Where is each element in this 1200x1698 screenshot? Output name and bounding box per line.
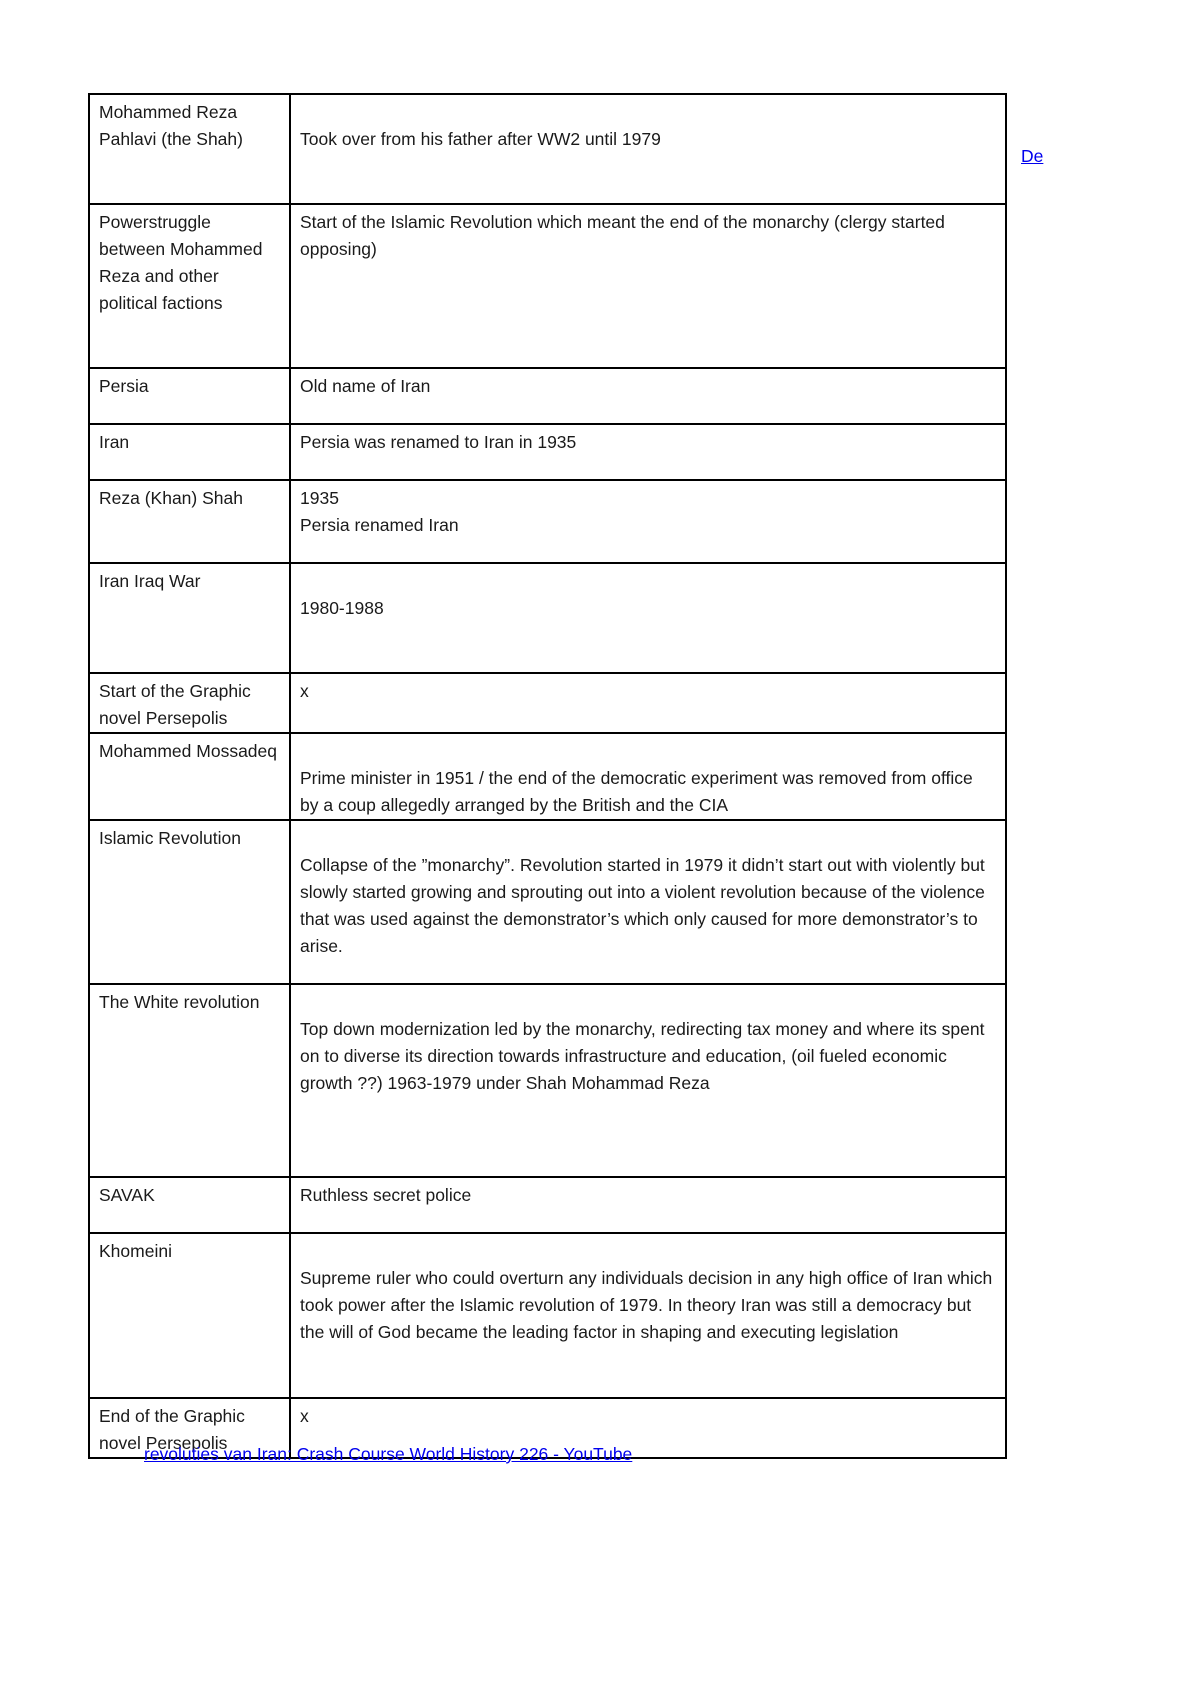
table-row (89, 1177, 1006, 1233)
term-cell: The White revolution (89, 984, 290, 1177)
description-cell (290, 984, 1006, 1177)
table-row (89, 984, 1006, 1177)
description-text: Took over from his father after WW2 until 1979 (300, 129, 661, 149)
table-row (89, 368, 1006, 424)
term-cell: End of the Graphic novel Persepolis (89, 1398, 290, 1458)
description-text: Prime minister in 1951 / the end of the democratic experiment was removed from office by a coup allegedly arranged by the British and the CIA (300, 768, 973, 815)
description-cell (290, 1233, 1006, 1398)
description-cell: Persia was renamed to Iran in 1935 (290, 424, 1006, 480)
term-cell: Khomeini (89, 1233, 290, 1398)
description-cell (290, 94, 1006, 204)
table-row (89, 563, 1006, 673)
term-cell: Mohammed Reza Pahlavi (the Shah) (89, 94, 290, 204)
table-row (89, 94, 1006, 204)
crash-course-youtube-link[interactable]: revoluties van Iran: Crash Course World History 226 - YouTube (144, 1444, 633, 1464)
table-row (89, 424, 1006, 480)
term-cell: Iran (89, 424, 290, 480)
term-cell: Powerstruggle between Mohammed Reza and other political factions (89, 204, 290, 368)
table-row (89, 480, 1006, 563)
description-cell (290, 820, 1006, 984)
description-text: Collapse of the ”monarchy”. Revolution started in 1979 it didn’t start out with violently but slowly started growing and sprouting out into a violent revolution because of the violence that was used against the demonstrator’s which only caused for more demonstrator’s to arise. (300, 855, 985, 956)
term-cell: Mohammed Mossadeq (89, 733, 290, 820)
description-cell: Ruthless secret police (290, 1177, 1006, 1233)
description-line: Persia renamed Iran (300, 515, 459, 535)
table-row (89, 820, 1006, 984)
term-cell: Reza (Khan) Shah (89, 480, 290, 563)
description-cell (290, 733, 1006, 820)
table-row (89, 1233, 1006, 1398)
description-cell (290, 480, 1006, 563)
glossary-table (88, 93, 1007, 1459)
table-row (89, 733, 1006, 820)
side-link[interactable]: De (1021, 146, 1044, 166)
description-text: 1980-1988 (300, 598, 384, 618)
description-text: Supreme ruler who could overturn any individuals decision in any high office of Iran which took power after the Islamic revolution of 1979. In theory Iran was still a democracy but the will of God became the leading factor in shaping and executing legislation (300, 1268, 993, 1342)
table-row (89, 673, 1006, 733)
description-line: 1935 (300, 488, 339, 508)
term-cell: SAVAK (89, 1177, 290, 1233)
term-cell: Persia (89, 368, 290, 424)
term-cell: Islamic Revolution (89, 820, 290, 984)
term-cell: Start of the Graphic novel Persepolis (89, 673, 290, 733)
description-text: Top down modernization led by the monarchy, redirecting tax money and where its spent on to diverse its direction towards infrastructure and education, (oil fueled economic growth ??) 1963-1979 under Shah Mohammad Reza (300, 1019, 985, 1093)
description-cell: x (290, 1398, 1006, 1458)
term-cell: Iran Iraq War (89, 563, 290, 673)
description-cell: Old name of Iran (290, 368, 1006, 424)
description-cell (290, 563, 1006, 673)
description-cell: Start of the Islamic Revolution which meant the end of the monarchy (clergy started opposing) (290, 204, 1006, 368)
table-row (89, 204, 1006, 368)
description-cell: x (290, 673, 1006, 733)
